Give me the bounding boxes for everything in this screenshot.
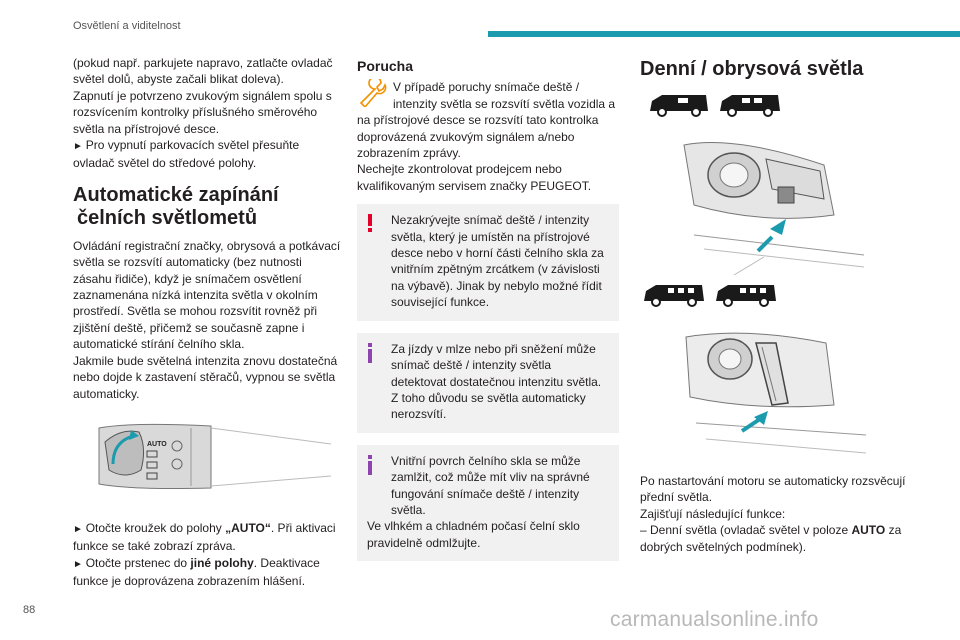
step-auto-on: ► Otočte kroužek do polohy „AUTO“. Při aktivaci funkce se také zobrazí zpráva. (73, 520, 343, 555)
fault-heading: Porucha (357, 58, 414, 74)
info-icon (367, 455, 373, 475)
info-box-windscreen: Vnitřní povrch čelního skla se může zamlžit, což může mít vliv na správné fungování snímače deště / intenzity světla. Ve vlhkém a chladném počasí čelní sklo pravidelně odmlžujte. (357, 445, 619, 561)
intro-paragraph-2: Zapnutí je potvrzeno zvukovým signálem spolu s rozsvícením kontrolky příslušného směrového světla na přístrojové desce. (73, 88, 332, 136)
van-icon (642, 281, 782, 307)
van-icons-row-2 (642, 281, 930, 309)
auto-headlamps-body: Ovládání registrační značky, obrysová a potkávací světla se rozsvítí automaticky (bez nutnosti zásahu řidiče), když je snímačem osvětlení zaznamenána nízká intenzita světla v okolním prostředí. Světla se mohou rozsvítit rovněž při zjištění deště, přičemž se současně zapne i automatické stírání čelního skla. (73, 238, 341, 352)
page-number: 88 (23, 604, 36, 616)
daytime-lights-paragraph-1: Po nastartování motoru se automaticky rozsvěcují přední světla. (640, 474, 906, 505)
wrench-icon (357, 79, 389, 111)
van-icon (648, 91, 788, 117)
column-middle (357, 58, 619, 561)
intro-paragraph-1: (pokud např. parkujete napravo, zatlačte ovladač světel dolů, abyste začali blikat doleva). (73, 56, 333, 87)
auto-headlamps-body-2: Jakmile bude světelná intenzita znovu dostatečná nebo dojde k zastavení stěračů, vypnou se světla automaticky. (73, 353, 338, 401)
light-stalk-illustration (91, 418, 343, 494)
step-auto-off: ► Otočte prstenec do jiné polohy. Deaktivace funkce je doprovázena zobrazením hlášení. (73, 555, 343, 590)
warning-box: Nezakrývejte snímač deště / intenzity světla, který je umístěn na přístrojové desce nebo v horní části čelního skla za vnitřním zpětným zrcátkem (v závislosti na výbavě). Jinak by nebylo možné řídit související funkce. (357, 204, 619, 320)
header-accent-bar (488, 31, 960, 37)
column-right (640, 58, 930, 555)
daytime-lights-paragraph-3: – Denní světla (ovladač světel v poloze AUTO za dobrých světelných podmínek). (640, 523, 902, 554)
warning-exclamation-icon (367, 214, 373, 232)
van-icons-row-1 (648, 91, 930, 119)
fault-paragraph-2: Nechejte zkontrolovat prodejcem nebo kvalifikovaným servisem značky PEUGEOT. (357, 162, 592, 193)
stalk-auto-label: AUTO (147, 440, 167, 448)
section-heading-auto-headlamps: Automatické zapínání čelních světlometů (73, 183, 279, 229)
intro-paragraph-3: ► Pro vypnutí parkovacích světel přesuňte ovladač světel do středové polohy. (73, 137, 343, 172)
daytime-lights-paragraph-2: Zajišťují následující funkce: (640, 506, 786, 521)
fault-paragraph: V případě poruchy snímače deště / intenzity světla se rozsvítí světla vozidla a na přístrojové desce se rozsvítí tato kontrolka doprovázená zvukovým signálem a/nebo zobrazením zprávy. (357, 79, 619, 161)
headlamp-illustration (674, 125, 878, 275)
column-left (73, 55, 343, 590)
section-heading-daytime-lights: Denní / obrysová světla (640, 58, 864, 80)
info-icon (367, 343, 373, 363)
headlamp-illustration (676, 313, 880, 463)
info-box-fog: Za jízdy v mlze nebo při sněžení může snímač deště / intenzity světla detektovat dostatečnou intenzitu světla. Z toho důvodu se světla automaticky nerozsvítí. (357, 333, 619, 433)
section-title: Osvětlení a viditelnost (73, 20, 181, 32)
watermark: carmanualsonline.info (610, 608, 819, 631)
